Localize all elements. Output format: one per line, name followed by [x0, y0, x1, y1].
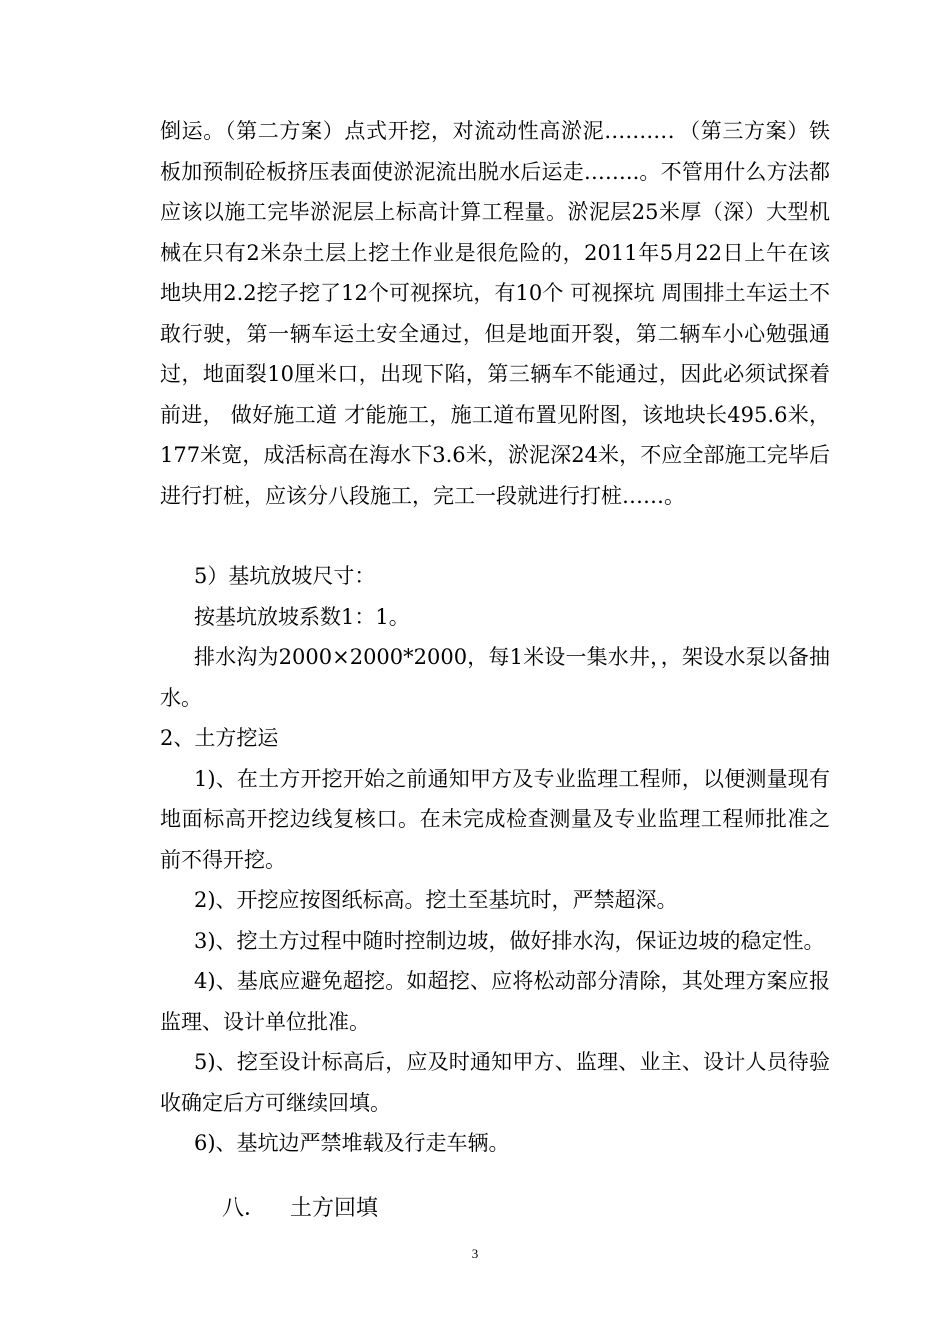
list-item-1: 1)、在土方开挖开始之前通知甲方及专业监理工程师，以便测量现有地面标高开挖边线复核口。在未完成检查测量及专业监理工程师批准之前不得开挖。	[160, 766, 830, 872]
section-title: 土方回填	[289, 1196, 378, 1221]
list-item-3: 3)、挖土方过程中随时控制边坡，做好排水沟，保证边坡的稳定性。	[194, 928, 825, 953]
subsection-heading-earthwork: 2、土方挖运	[160, 726, 279, 750]
paragraph-slope-coefficient: 按基坑放坡系数1：1。	[194, 604, 410, 629]
paragraph-drainage-ditch: 排水沟为2000×2000*2000，每1米设一集水井，，架设水泵以备抽水。	[160, 645, 830, 710]
paragraph-slope-size: 5）基坑放坡尺寸：	[194, 564, 376, 588]
page-number: 3	[471, 1246, 479, 1261]
body-text-list	[160, 556, 830, 1164]
list-item-4: 4)、基底应避免超挖。如超挖、应将松动部分清除，其处理方案应报监理、设计单位批准。	[160, 969, 830, 1034]
body-text-continued	[160, 111, 830, 516]
list-item-2: 2)、开挖应按图纸标高。挖土至基坑时，严禁超深。	[194, 888, 678, 912]
list-item-5: 5)、挖至设计标高后，应及时通知甲方、监理、业主、设计人员待验收确定后方可继续回填。	[160, 1050, 830, 1115]
section-number: 八．	[221, 1196, 266, 1221]
continuation-paragraph: 倒运。（第二方案）点式开挖，对流动性高淤泥………．（第三方案）铁板加预制砼板挤压表面使淤泥流出脱水后运走……..。不管用什么方法都应该以施工完毕淤泥层上标高计算工程量。淤泥层25米厚（深）大型机械在只有2米杂土层上挖土作业是很危险的，2011年5月22日上午在该地块用2.2挖子挖了12个可视探坑，有10个 可视探坑 周围排土车运土不敢行驶，第一辆车运土安全通过，但是地面开裂，第二辆车小心勉强通过，地面裂10厘米口，出现下陷，第三辆车不能通过，因此必须试探着前进， 做好施工道 才能施工，施工道布置见附图，该地块长495.6米，177米宽，成活标高在海水下3.6米，淤泥深24米，不应全部施工完毕后进行打桩，应该分八段施工，完工一段就进行打桩……。	[160, 119, 830, 508]
list-item-6: 6)、基坑边严禁堆载及行走车辆。	[194, 1131, 510, 1155]
